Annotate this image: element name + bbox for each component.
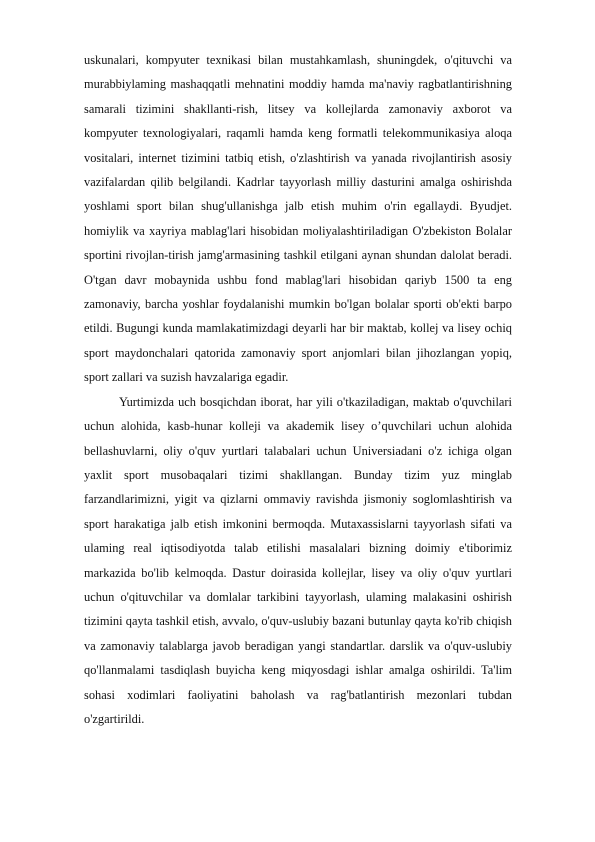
paragraph-1: uskunalari, kompyuter texnikasi bilan mustahkamlash, shuningdek, o'qituvchi va murabbiylaming mashaqqatli mehnatini moddiy hamda ma'naviy ragbatlantirishning samarali tizimini shakllanti-rish, litsey va kollejlarda zamonaviy axborot va kompyuter texnologiyalari, raqamli hamda keng formatli telekommunikasiya aloqa vositalari, internet tizimini tatbiq etish, o'zlashtirish va yanada rivojlantirish asosiy vazifalardan qilib belgilandi. Kadrlar tayyorlash milliy dasturini amalga oshirishda yoshlami sport bilan shug'ullanishga jalb etish muhim o'rin egallaydi. Byudjet. homiylik va xayriya mablag'lari hisobidan moliyalashtiriladigan O'zbekiston Bolalar sportini rivojlan-tirish jamg'armasining tashkil etilgani aynan shundan dalolat beradi. O'tgan davr mobaynida ushbu fond mablag'lari hisobidan qariyb 1500 ta eng zamonaviy, barcha yoshlar foydalanishi mumkin bo'lgan bolalar sporti ob'ekti barpo etildi. Bugungi kunda mamlakatimizdagi deyarli har bir maktab, kollej va lisey ochiq sport maydonchalari qatorida zamonaviy sport anjomlari bilan jihozlangan yopiq, sport zallari va suzish havzalariga egadir. bbox=[84, 53, 512, 385]
paragraph-2: Yurtimizda uch bosqichdan iborat, har yili o'tkaziladigan, maktab o'quvchilari uchun alohida, kasb-hunar kolleji va akademik lisey o’quvchilari uchun alohida bellashuvlarni, oliy o'quv yurtlari talabalari uchun Universiadani o'z ichiga olgan yaxlit sport musobaqalari tizimi shakllangan. Bunday tizim yuz minglab farzandlarimizni, yigit va qizlarni ommaviy ravishda jismoniy soglomlashtirish va sport harakatiga jalb etish imkonini bermoqda. Mutaxassislarni tayyorlash sifati va ulaming real iqtisodiyotda talab etilishi masalalari bizning doimiy e'tiborimiz markazida bo'lib kelmoqda. Dastur doirasida kollejlar, lisey va oliy o'quv yurtlari uchun o'qituvchilar va domlalar tarkibini tayyorlash, ulaming malakasini oshirish tizimini qayta tashkil etish, avvalo, o'quv-uslubiy bazani butunlay qayta ko'rib chiqish va zamonaviy talablarga javob beradigan yangi standartlar. darslik va o'quv-uslubiy qo'llanmalami tasdiqlash buyicha keng miqyosdagi ishlar amalga oshirildi. Ta'lim sohasi xodimlari faoliyatini baholash va rag'batlantirish mezonlari tubdan o'zgartirildi. bbox=[84, 394, 512, 726]
body-text bbox=[84, 48, 512, 731]
